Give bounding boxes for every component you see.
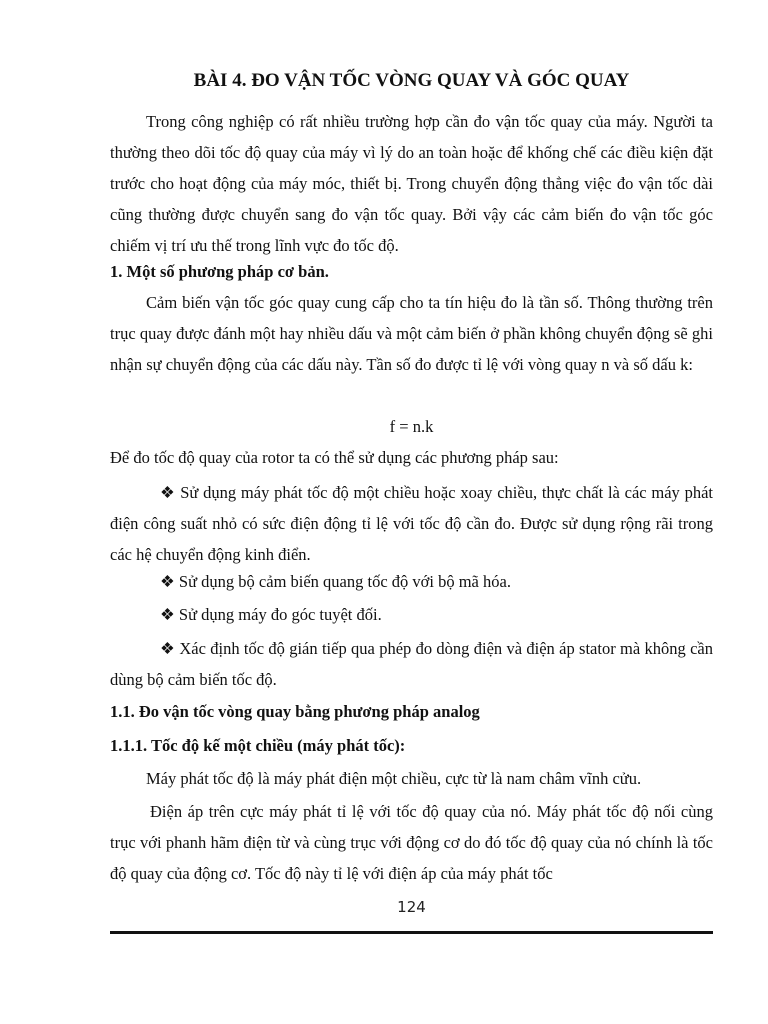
bullet-text-3: Sử dụng máy đo góc tuyệt đối. <box>178 605 382 624</box>
bullet-text-1: Sử dụng máy phát tốc độ một chiều hoặc xoay chiều, thực chất là các máy phát điện công suất nhỏ có sức điện động tỉ lệ với tốc độ cần đo. Được sử dụng rộng rãi trong các hệ chuyển động kinh điển. <box>110 483 713 564</box>
formula: f = n.k <box>389 417 434 436</box>
section-1-1-1-paragraph-2: Điện áp trên cực máy phát tỉ lệ với tốc độ quay của nó. Máy phát tốc độ nối cùng trục với phanh hãm điện từ và cùng trục với động cơ do đó tốc độ quay của nó chính là tốc độ quay của động cơ. Tốc độ này tỉ lệ với điện áp của máy phát tốc <box>110 802 713 883</box>
page-number: 124 <box>397 898 426 916</box>
section-1-1-heading: 1.1. Đo vận tốc vòng quay bằng phương pháp analog <box>110 702 480 721</box>
section-1-1-1-paragraph-1: Máy phát tốc độ là máy phát điện một chiều, cực từ là nam châm vĩnh cửu. <box>146 769 642 788</box>
page-title: BÀI 4. ĐO VẬN TỐC VÒNG QUAY VÀ GÓC QUAY <box>193 70 630 91</box>
footer-rule <box>110 931 713 934</box>
bullet-item-1 <box>110 477 713 570</box>
methods-lead: Để đo tốc độ quay của rotor ta có thể sử dụng các phương pháp sau: <box>110 448 559 467</box>
section-1-heading: 1. Một số phương pháp cơ bản. <box>110 262 329 281</box>
diamond-bullet-icon: ❖ <box>160 483 176 502</box>
diamond-bullet-icon: ❖ <box>160 572 175 591</box>
bullet-item-4 <box>110 633 713 695</box>
section-1-1-1-heading: 1.1.1. Tốc độ kế một chiều (máy phát tốc): <box>110 736 406 755</box>
section-1-paragraph: Cảm biến vận tốc góc quay cung cấp cho ta tín hiệu đo là tần số. Thông thường trên trục quay được đánh một hay nhiều dấu và một cảm biến ở phần không chuyển động sẽ ghi nhận sự chuyển động của các dấu này. Tần số đo được tỉ lệ với vòng quay n và số dấu k: <box>110 293 713 374</box>
diamond-bullet-icon: ❖ <box>160 639 175 658</box>
intro-paragraph: Trong công nghiệp có rất nhiều trường hợp cần đo vận tốc quay của máy. Người ta thường theo dõi tốc độ quay của máy vì lý do an toàn hoặc để khống chế các điều kiện đặt trước cho hoạt động của máy móc, thiết bị. Trong chuyển động thẳng việc đo vận tốc dài cũng thường được chuyển sang đo vận tốc quay. Bởi vậy các cảm biến đo vận tốc góc chiếm vị trí ưu thế trong lĩnh vực đo tốc độ. <box>110 112 713 255</box>
bullet-text-4: Xác định tốc độ gián tiếp qua phép đo dòng điện và điện áp stator mà không cần dùng bộ cảm biến tốc độ. <box>110 639 714 689</box>
bullet-item-2 <box>110 566 713 597</box>
diamond-bullet-icon: ❖ <box>160 605 175 624</box>
bullet-text-2: Sử dụng bộ cảm biến quang tốc độ với bộ mã hóa. <box>178 572 511 591</box>
bullet-item-3 <box>110 599 713 630</box>
